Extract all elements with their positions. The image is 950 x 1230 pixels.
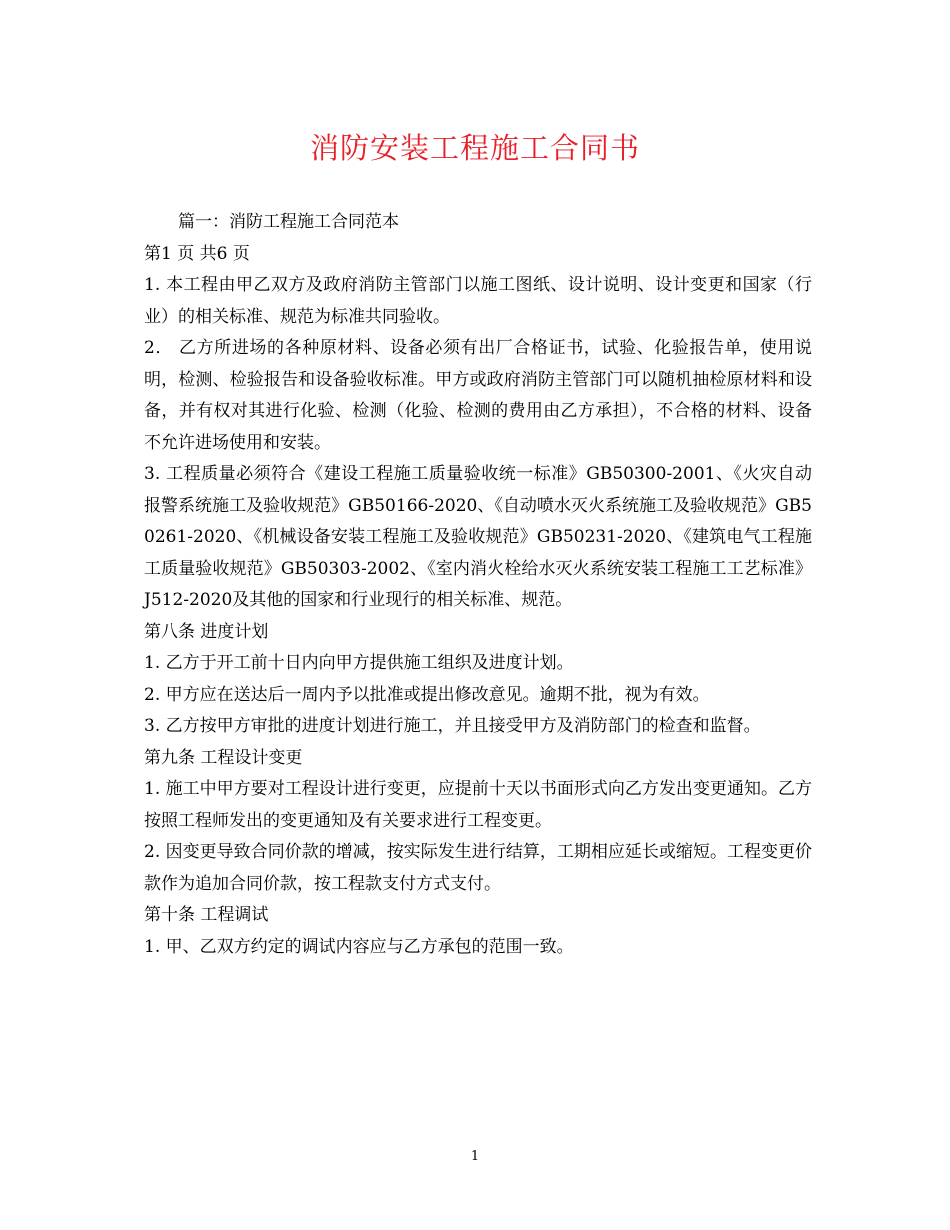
article-heading: 第十条 工程调试 [144,905,269,925]
page-count-line: 第1 页 共6 页 [144,243,250,264]
paragraph: 1. 本工程由甲乙双方及政府消防主管部门以施工图纸、设计说明、设计变更和国家（行业）的相关标准、规范为标准共同验收。 [144,275,812,327]
paragraph: 3. 工程质量必须符合《建设工程施工质量验收统一标准》GB50300-2001、《火灾自动报警系统施工及验收规范》GB50166-2020、《自动喷水灭火系统施工及验收规范》GB50261-2020、《机械设备安装工程施工及验收规范》GB50231-2020、《建筑电气工程施工质量验收规范》GB50303-2002、《室内消火栓给水灭火系统安装工程施工工艺标准》J512-2020及其他的国家和行业现行的相关标准、规范。 [144,464,812,610]
page-number: 1 [470,1149,480,1164]
paragraph: 1. 甲、乙双方约定的调试内容应与乙方承包的范围一致。 [144,936,574,957]
document-body [144,207,812,963]
paragraph: 2. 因变更导致合同价款的增减，按实际发生进行结算，工期相应延长或缩短。工程变更价款作为追加合同价款，按工程款支付方式支付。 [144,842,812,894]
article-heading: 第八条 进度计划 [144,621,269,642]
document-title: 消防安装工程施工合同书 [309,131,640,165]
article-heading: 第九条 工程设计变更 [144,747,303,768]
paragraph: 2． 乙方所进场的各种原材料、设备必须有出厂合格证书，试验、化验报告单，使用说明，检测、检验报告和设备验收标准。甲方或政府消防主管部门可以随机抽检原材料和设备，并有权对其进行化验、检测（化验、检测的费用由乙方承担），不合格的材料、设备不允许进场使用和安装。 [144,338,812,453]
paragraph: 2. 甲方应在送达后一周内予以批准或提出修改意见。逾期不批，视为有效。 [144,684,710,705]
paragraph: 3. 乙方按甲方审批的进度计划进行施工，并且接受甲方及消防部门的检查和监督。 [144,716,761,736]
paragraph: 1. 乙方于开工前十日内向甲方提供施工组织及进度计划。 [144,653,574,673]
paragraph: 1. 施工中甲方要对工程设计进行变更，应提前十天以书面形式向乙方发出变更通知。乙方按照工程师发出的变更通知及有关要求进行工程变更。 [144,779,812,831]
section-heading: 篇一：消防工程施工合同范本 [178,212,399,232]
